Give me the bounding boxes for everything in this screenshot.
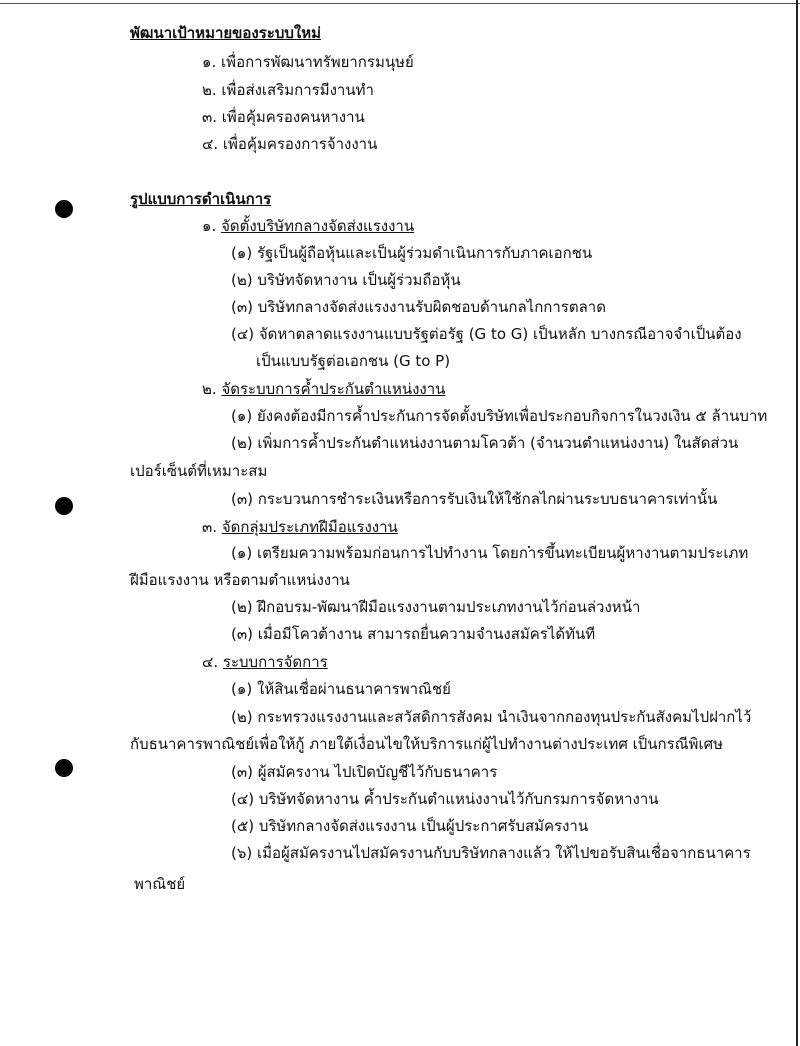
goal-item-3: ๓. เพื่อคุ้มครองคนหางาน xyxy=(202,108,365,126)
goal-item-4: ๔. เพื่อคุ้มครองการจ้างงาน xyxy=(202,135,378,153)
section4-item-6-continued: พาณิชย์ xyxy=(134,875,186,893)
section4-item-2-continued: กับธนาคารพาณิชย์เพื่อให้กู้ ภายใต้เงื่อนไขให้บริการแก่ผู้ไปทำงานต่างประเทศ เป็นกรณีพิเศษ xyxy=(130,735,723,753)
goal-item-2: ๒. เพื่อส่งเสริมการมีงานทำ xyxy=(202,81,374,99)
goals-heading: พัฒนาเป้าหมายของระบบใหม่ xyxy=(130,24,322,42)
section1-item-3: (๓) บริษัทกลางจัดส่งแรงงานรับผิดชอบด้านกลไกการตลาด xyxy=(231,298,606,316)
section1-item-1: (๑) รัฐเป็นผู้ถือหุ้นและเป็นผู้ร่วมดำเนินการกับภาคเอกชน xyxy=(231,244,593,262)
section4-item-3: (๓) ผู้สมัครงาน ไปเปิดบัญชีไว้กับธนาคาร xyxy=(231,763,498,781)
section4-item-4: (๔) บริษัทจัดหางาน ค้ำประกันตำแหน่งงานไว้กับกรมการจัดหางาน xyxy=(231,790,659,808)
section2-item-2-continued: เปอร์เซ็นต์ที่เหมาะสม xyxy=(130,462,268,480)
section2-heading xyxy=(202,379,445,399)
section3-number: ๓. xyxy=(202,518,218,536)
section3-item-1-continued: ฝีมือแรงงาน หรือตามตำแหน่งงาน xyxy=(130,571,350,589)
section1-title: จัดตั้งบริษัทกลางจัดส่งแรงงาน xyxy=(221,217,415,235)
section4-number: ๔. xyxy=(202,653,219,671)
section2-item-2: (๒) เพิ่มการค้ำประกันตำแหน่งงานตามโควต้า (จำนวนตำแหน่งงาน) ในสัดส่วน xyxy=(231,434,739,452)
section2-item-3: (๓) กระบวนการชำระเงินหรือการรับเงินให้ใช้กลไกผ่านระบบธนาคารเท่านั้น xyxy=(231,490,718,508)
section4-heading xyxy=(202,652,328,672)
section2-title: จัดระบบการค้ำประกันตำแหน่งงาน xyxy=(221,380,446,398)
section4-title: ระบบการจัดการ xyxy=(222,653,328,671)
section2-item-1: (๑) ยังคงต้องมีการค้ำประกันการจัดตั้งบริษัทเพื่อประกอบกิจการในวงเงิน ๕ ล้านบาท xyxy=(231,407,768,425)
section2-number: ๒. xyxy=(202,380,217,398)
section1-number: ๑. xyxy=(202,217,217,235)
section4-item-5: (๕) บริษัทกลางจัดส่งแรงงาน เป็นผู้ประกาศรับสมัครงาน xyxy=(231,817,589,835)
scan-edge-top xyxy=(0,3,800,4)
section1-item-2: (๒) บริษัทจัดหางาน เป็นผู้ร่วมถือหุ้น xyxy=(231,271,461,289)
section3-heading xyxy=(202,517,398,537)
section4-item-1: (๑) ให้สินเชื่อผ่านธนาคารพาณิชย์ xyxy=(231,680,451,698)
section3-item-1: (๑) เตรียมความพร้อมก่อนการไปทำงาน โดยการขึ้นทะเบียนผู้หางานตามประเภท xyxy=(231,544,749,562)
section4-item-2: (๒) กระทรวงแรงงานและสวัสดิการสังคม นำเงินจากกองทุนประกันสังคมไปฝากไว้ xyxy=(231,708,752,726)
goal-item-1: ๑. เพื่อการพัฒนาทรัพยากรมนุษย์ xyxy=(202,53,414,71)
section3-title: จัดกลุ่มประเภทฝีมือแรงงาน xyxy=(221,518,398,536)
operations-heading: รูปแบบการดำเนินการ xyxy=(130,190,272,208)
punch-hole-middle xyxy=(55,497,73,515)
punch-hole-bottom xyxy=(55,759,73,777)
punch-hole-top xyxy=(55,200,73,218)
section1-item-4: (๔) จัดหาตลาดแรงงานแบบรัฐต่อรัฐ (G to G) เป็นหลัก บางกรณีอาจจำเป็นต้อง xyxy=(231,325,742,343)
section3-item-2: (๒) ฝึกอบรม-พัฒนาฝีมือแรงงานตามประเภทงานไว้ก่อนล่วงหน้า xyxy=(231,598,641,616)
section1-heading xyxy=(202,216,414,236)
scan-edge-right xyxy=(796,0,798,1046)
section1-item-4-continued: เป็นแบบรัฐต่อเอกชน (G to P) xyxy=(256,352,451,370)
section3-item-3: (๓) เมื่อมีโควต้างาน สามารถยื่นความจำนงสมัครได้ทันที xyxy=(231,625,596,643)
section4-item-6: (๖) เมื่อผู้สมัครงานไปสมัครงานกับบริษัทกลางแล้ว ให้ไปขอรับสินเชื่อจากธนาคาร xyxy=(231,844,751,862)
